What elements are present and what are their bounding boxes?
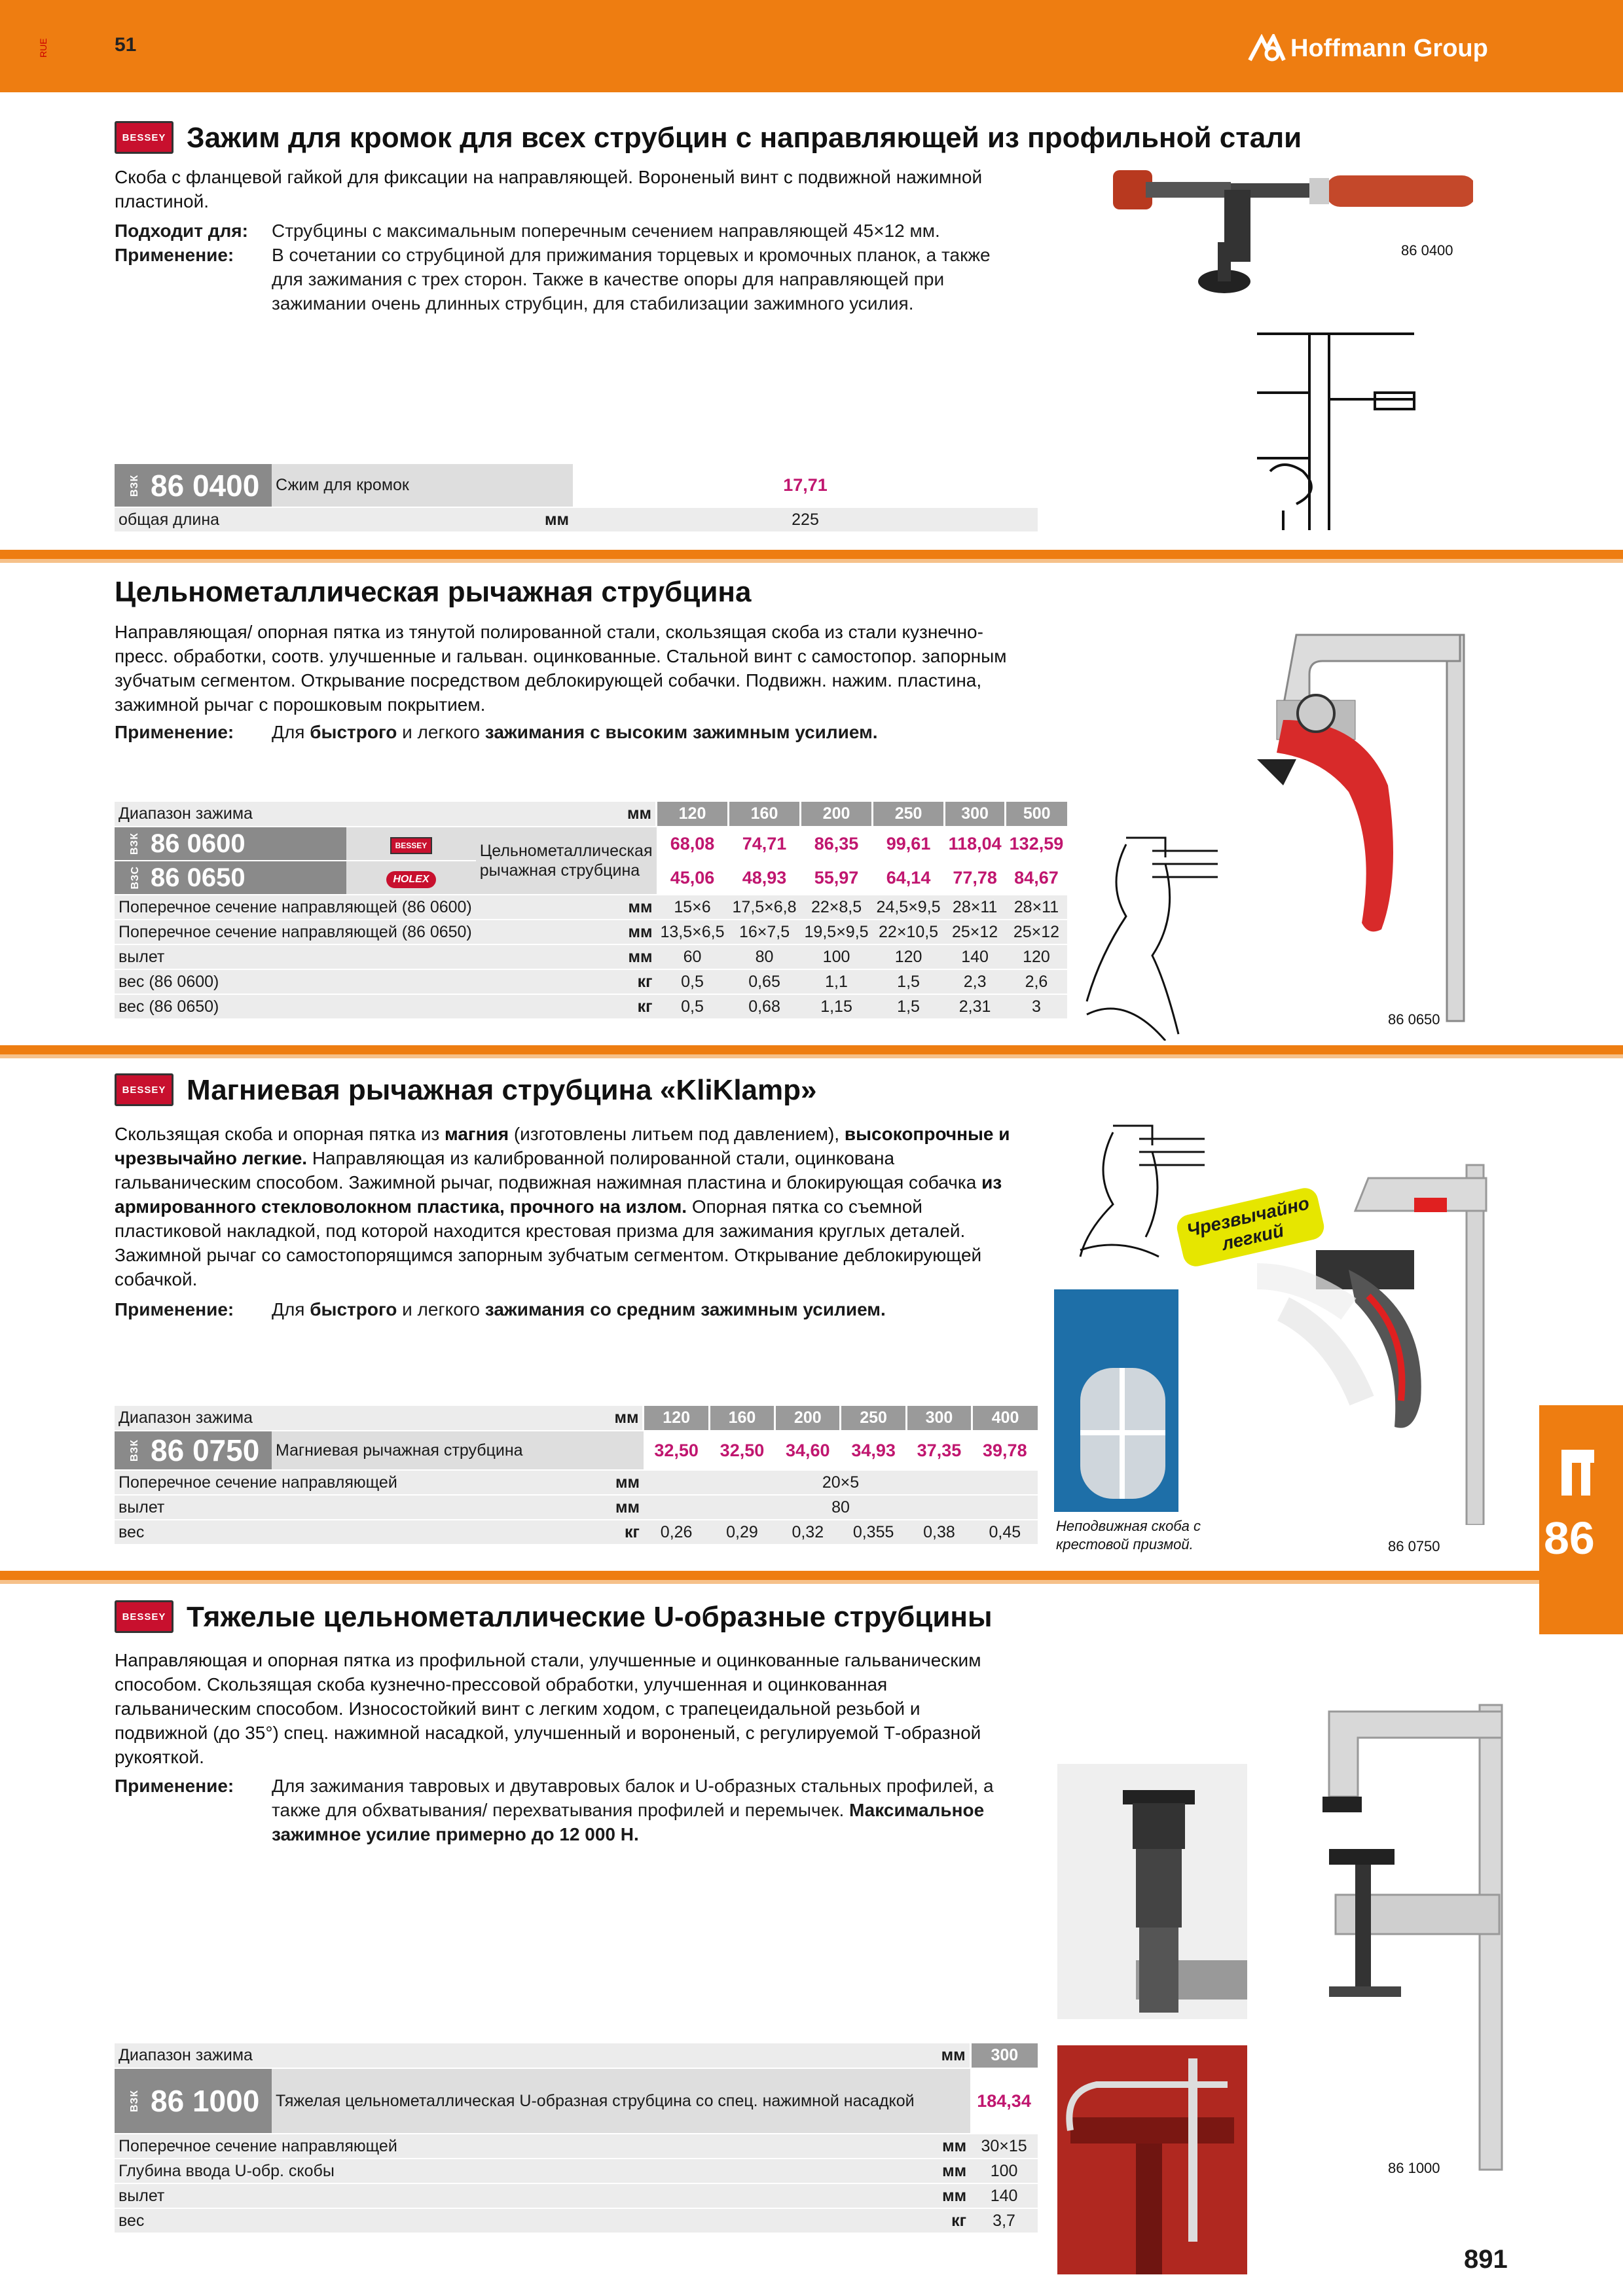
range-col: 250 (841, 1406, 906, 1431)
price: 118,04 (945, 827, 1006, 861)
spec-label: вылет (115, 1495, 602, 1520)
article-number[interactable] (115, 2068, 272, 2134)
spec-value: 100 (970, 2159, 1038, 2183)
application-text: В сочетании со струбциной для прижимания торцевых и кромочных планок, а также для зажимания с трех сторон. Также в качестве опоры для направляющей при зажимании очень длинных струбцин, для стабилизации зажимного усилия. (272, 245, 991, 314)
bessey-logo: BESSEY (115, 1600, 173, 1633)
application-label: Применение: (115, 1776, 234, 1796)
spec-value: 22×8,5 (801, 895, 873, 920)
range-col: 200 (801, 802, 873, 827)
price: 74,71 (729, 827, 801, 861)
article-code: 86 0400 (151, 468, 260, 503)
spec-value: 25×12 (945, 920, 1006, 944)
spec-value: 0,5 (657, 969, 729, 994)
length-unit: мм (545, 510, 569, 529)
spec-value: 0,29 (709, 1520, 775, 1545)
application-text-b: Максимальное зажимное усилие примерно до 12 000 Н. (272, 1800, 985, 1844)
range-label: Диапазон зажима (115, 1406, 602, 1431)
spec-value: 1,15 (801, 994, 873, 1019)
section-divider (0, 1571, 1623, 1580)
article-code: 86 0750 (151, 1433, 260, 1467)
bessey-logo: BESSEY (115, 1073, 173, 1106)
spec-value: 120 (1006, 944, 1068, 969)
spec-value: 140 (970, 2183, 1038, 2208)
spec-label: Поперечное сечение направляющей (86 0600) (115, 895, 476, 920)
length-value: 225 (573, 507, 1038, 532)
spec-value: 0,5 (657, 994, 729, 1019)
price: 86,35 (801, 827, 873, 861)
range-label: Диапазон зажима (119, 804, 253, 823)
spec-unit: мм (918, 2183, 970, 2208)
spec-value: 20×5 (644, 1470, 1038, 1495)
section3-application (115, 1297, 1012, 1321)
range-unit: мм (918, 2043, 970, 2068)
article-type: ВЗС (129, 866, 141, 889)
spec-unit: мм (918, 2134, 970, 2159)
spec-label: Поперечное сечение направляющей (115, 1470, 602, 1495)
length-label-cell (115, 507, 573, 532)
application-text-a: Для зажимания тавровых и двутавровых балок и U-образных стальных профилей, а также для обхватывания/ перехватывания профилей и перемычек. (272, 1776, 994, 1820)
section1-application (115, 243, 1012, 315)
spec-value: 25×12 (1006, 920, 1068, 944)
price: 68,08 (657, 827, 729, 861)
logo-text: Hoffmann Group (1290, 34, 1488, 62)
spec-value: 17,5×6,8 (729, 895, 801, 920)
product-name: Цельнометаллическая рычажная струбцина (476, 827, 657, 895)
spec-unit: мм (602, 1495, 644, 1520)
range-col: 250 (873, 802, 945, 827)
price: 64,14 (873, 861, 945, 895)
article-number[interactable] (115, 827, 346, 861)
price: 34,93 (841, 1431, 906, 1470)
section1-fits (115, 219, 1012, 243)
range-label-cell (115, 802, 476, 827)
lever-clamp-photo (1244, 622, 1506, 1028)
article-number[interactable] (115, 861, 346, 895)
u-clamp-photo (1316, 1698, 1512, 2176)
spec-value: 0,355 (841, 1520, 906, 1545)
section-divider (0, 1045, 1623, 1054)
spec-value: 3,7 (970, 2208, 1038, 2233)
section4-description: Направляющая и опорная пятка из профильной стали, улучшенные и оцинкованные гальваническим способом. Скользящая скоба кузнечно-прессовой обработки, улучшенная и оцинкованная гальваническим способом. Износостойкий винт с легким ходом, с трапецеидальной резьбой и подвижной (до 35°) спец. нажимной насадкой, улучшенный и вороненый, с регулируемой Т-образной рукояткой. (115, 1650, 981, 1767)
spec-unit: мм (918, 2159, 970, 2183)
range-col: 120 (657, 802, 729, 827)
fits-label: Подходит для: (115, 221, 248, 241)
region-code: RUE (38, 38, 48, 58)
spec-value: 30×15 (970, 2134, 1038, 2159)
application-label: Применение: (115, 245, 234, 265)
range-col: 300 (906, 1406, 972, 1431)
spec-value: 120 (873, 944, 945, 969)
price: 34,60 (775, 1431, 841, 1470)
chapter-number: 86 (1544, 1513, 1595, 1564)
section3-table (115, 1406, 1038, 1545)
section4-image-caption: 86 1000 (1388, 2160, 1440, 2176)
section4-title: Тяжелые цельнометаллические U-образные струбцины (187, 1601, 993, 1633)
spec-value: 60 (657, 944, 729, 969)
range-col: 200 (775, 1406, 841, 1431)
section2-image-caption: 86 0650 (1388, 1011, 1440, 1028)
article-type: ВЗК (129, 832, 141, 855)
spec-value: 140 (945, 944, 1006, 969)
lever-clamp-drawing (1074, 825, 1224, 1041)
section3-title: Магниевая рычажная струбцина «KliKlamp» (187, 1074, 817, 1106)
spec-value: 0,65 (729, 969, 801, 994)
section3-image-caption: 86 0750 (1388, 1538, 1440, 1554)
spec-unit: кг (602, 1520, 644, 1545)
product-name: Сжим для кромок (272, 464, 573, 507)
spec-value: 80 (729, 944, 801, 969)
price: 39,78 (972, 1431, 1038, 1470)
spec-value: 1,1 (801, 969, 873, 994)
application-label: Применение: (115, 1299, 234, 1319)
spec-label: Поперечное сечение направляющей (86 0650) (115, 920, 476, 944)
section2-application (115, 720, 1012, 744)
spec-label: Поперечное сечение направляющей (115, 2134, 918, 2159)
range-label: Диапазон зажима (115, 2043, 918, 2068)
fits-text: Струбцины с максимальным поперечным сечением направляющей 45×12 мм. (272, 221, 940, 241)
length-label: общая длина (119, 510, 220, 529)
spec-value: 0,32 (775, 1520, 841, 1545)
spec-value: 22×10,5 (873, 920, 945, 944)
hoffmann-logo[interactable] (1247, 34, 1488, 63)
range-col: 300 (970, 2043, 1038, 2068)
range-unit: мм (476, 802, 657, 827)
edge-clamp-photo (1106, 164, 1473, 308)
spec-unit: кг (476, 994, 657, 1019)
article-code: 86 0650 (151, 863, 246, 892)
price: 84,67 (1006, 861, 1068, 895)
cross-prism-photo (1054, 1289, 1178, 1512)
article-code: 86 1000 (151, 2084, 260, 2118)
spec-unit: мм (476, 895, 657, 920)
spec-value: 2,3 (945, 969, 1006, 994)
section2-description: Направляющая/ опорная пятка из тянутой полированной стали, скользящая скоба из стали кузнечно-пресс. обработки, соотв. улучшенные и гальван. оцинкованные. Стальной винт с самостопор. запорным зубчатым сегментом. Открывание посредством деблокирующей собачки. Подвижн. нажим. пластина, зажимной рычаг с порошковым покрытием. (115, 622, 1007, 715)
application-text-b: быстрого (310, 722, 397, 742)
lightweight-sticker: Чрезвычайно легкий (1175, 1185, 1326, 1268)
spec-value: 80 (644, 1495, 1038, 1520)
bessey-brand-icon: BESSEY (390, 837, 433, 854)
price: 17,71 (573, 464, 1038, 507)
spec-value: 0,38 (906, 1520, 972, 1545)
price: 32,50 (709, 1431, 775, 1470)
application-text-d: зажимания с высоким зажимным усилием. (484, 722, 878, 742)
prism-caption: Неподвижная скоба с крестовой призмой. (1056, 1518, 1201, 1552)
range-col: 160 (729, 802, 801, 827)
application-text-b: быстрого (310, 1299, 397, 1319)
edge-clamp-drawing (1244, 314, 1440, 530)
section1-image-caption: 86 0400 (1401, 242, 1453, 259)
range-unit: мм (602, 1406, 644, 1431)
spec-value: 0,45 (972, 1520, 1038, 1545)
price: 32,50 (644, 1431, 709, 1470)
spec-value: 1,5 (873, 994, 945, 1019)
application-text-c: и легкого (397, 722, 485, 742)
application-text-d: зажимания со средним зажимным усилием. (484, 1299, 886, 1319)
section2-table (115, 802, 1067, 1020)
spec-label: вес (115, 2208, 918, 2233)
spec-value: 28×11 (1006, 895, 1068, 920)
page-number: 891 (1464, 2245, 1508, 2274)
application-text-a: Для (272, 722, 310, 742)
price: 99,61 (873, 827, 945, 861)
spec-value: 2,6 (1006, 969, 1068, 994)
section4-application (115, 1774, 1018, 1846)
spec-value: 100 (801, 944, 873, 969)
spec-value: 2,31 (945, 994, 1006, 1019)
spec-unit: мм (476, 944, 657, 969)
application-text-a: Для (272, 1299, 310, 1319)
clamp-category-icon (1548, 1443, 1607, 1502)
spec-unit: мм (602, 1470, 644, 1495)
range-col: 400 (972, 1406, 1038, 1431)
article-type: ВЗК (129, 1439, 141, 1462)
spec-label: вылет (115, 944, 476, 969)
section1-description: Скоба с фланцевой гайкой для фиксации на направляющей. Вороненый винт с подвижной нажимной пластиной. (115, 167, 983, 211)
spec-value: 28×11 (945, 895, 1006, 920)
article-type: ВЗК (129, 2089, 141, 2113)
spec-unit: кг (476, 969, 657, 994)
section3-description: Скользящая скоба и опорная пятка из магния (изготовлены литьем под давлением), высокопрочные и чрезвычайно легкие. Направляющая из калиброванной полированной стали, оцинкована гальваническим способом. Зажимной рычаг, подвижная нажимная пластина и блокирующая собачка из армированного стекловолокном пластика, прочного на излом. Опорная пятка со съемной пластиковой накладкой, под которой находится крестовая призма для зажимания круглых деталей. Зажимной рычаг со самостопорящимся запорным зубчатым сегментом. Открывание деблокирующей собачкой. (115, 1124, 1010, 1289)
spec-value: 0,68 (729, 994, 801, 1019)
price: 37,35 (906, 1431, 972, 1470)
range-col: 120 (644, 1406, 709, 1431)
spec-value: 13,5×6,5 (657, 920, 729, 944)
spec-unit: мм (476, 920, 657, 944)
section1-table (115, 464, 1038, 533)
pressure-pad-photo (1057, 1764, 1247, 2019)
spec-unit: кг (918, 2208, 970, 2233)
spec-label: вес (86 0650) (115, 994, 476, 1019)
section-divider (0, 550, 1623, 559)
range-col: 160 (709, 1406, 775, 1431)
article-code: 86 0600 (151, 829, 246, 858)
article-number[interactable] (115, 1431, 272, 1470)
spec-value: 15×6 (657, 895, 729, 920)
spec-value: 3 (1006, 994, 1068, 1019)
section-page-number: 51 (115, 34, 137, 56)
application-label: Применение: (115, 722, 234, 742)
price: 45,06 (657, 861, 729, 895)
spec-value: 0,26 (644, 1520, 709, 1545)
beam-clamp-photo (1057, 2045, 1247, 2274)
spec-label: вылет (115, 2183, 918, 2208)
spec-label: вес (86 0600) (115, 969, 476, 994)
price: 132,59 (1006, 827, 1068, 861)
spec-value: 19,5×9,5 (801, 920, 873, 944)
price: 48,93 (729, 861, 801, 895)
section1-title: Зажим для кромок для всех струбцин с направляющей из профильной стали (187, 122, 1302, 154)
section4-table (115, 2043, 1038, 2234)
spec-label: Глубина ввода U-обр. скобы (115, 2159, 918, 2183)
range-col: 500 (1006, 802, 1068, 827)
spec-label: вес (115, 1520, 602, 1545)
logo-icon (1247, 34, 1286, 63)
article-type: ВЗК (129, 474, 141, 497)
price: 55,97 (801, 861, 873, 895)
product-name: Магниевая рычажная струбцина (272, 1431, 644, 1470)
spec-value: 24,5×9,5 (873, 895, 945, 920)
price: 184,34 (970, 2068, 1038, 2134)
range-col: 300 (945, 802, 1006, 827)
section2-title: Цельнометаллическая рычажная струбцина (115, 576, 752, 608)
bessey-logo: BESSEY (115, 121, 173, 154)
application-text-c: и легкого (397, 1299, 485, 1319)
price: 77,78 (945, 861, 1006, 895)
holex-brand-icon: HOLEX (386, 871, 435, 888)
spec-value: 1,5 (873, 969, 945, 994)
product-name: Тяжелая цельнометаллическая U-образная струбцина со спец. нажимной насадкой (272, 2068, 970, 2134)
spec-value: 16×7,5 (729, 920, 801, 944)
article-number[interactable] (115, 464, 272, 507)
